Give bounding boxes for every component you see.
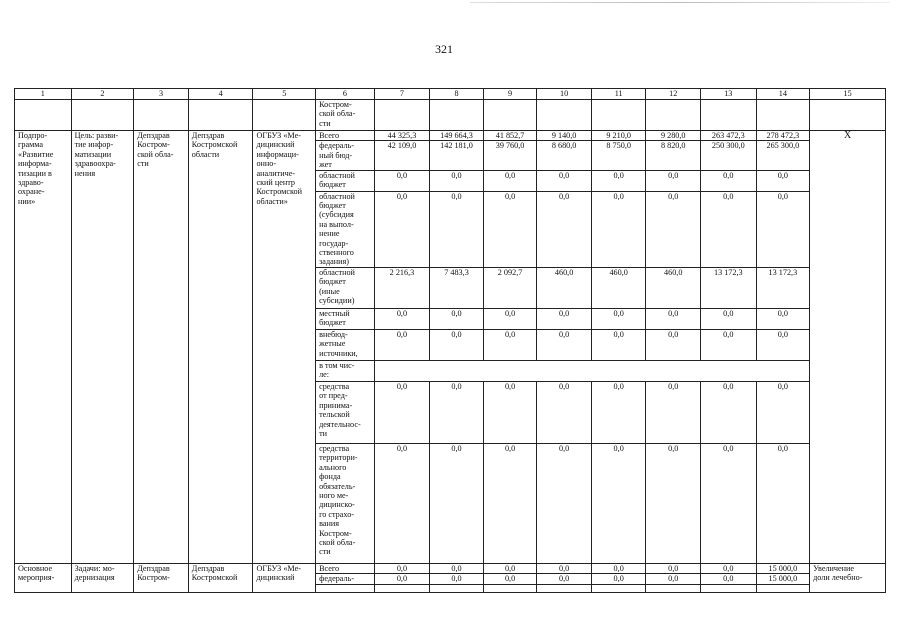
scan-artifact-line bbox=[470, 2, 890, 3]
empty-cell bbox=[483, 100, 537, 131]
amount-cell: 460,0 bbox=[591, 267, 646, 308]
column-number-8: 8 bbox=[430, 89, 484, 100]
amount-cell: 0,0 bbox=[646, 191, 701, 267]
responsible-executor: Депздрав Костром- bbox=[134, 563, 189, 592]
participant: ОГБУЗ «Ме- дицинский информаци- онно- аналитиче- ский центр Костромской области» bbox=[253, 131, 316, 564]
empty-cell bbox=[15, 100, 72, 131]
amount-cell: 0,0 bbox=[701, 308, 757, 329]
amount-cell: 0,0 bbox=[374, 170, 430, 191]
amount-cell: 0,0 bbox=[646, 574, 701, 584]
funding-source-label: федераль- bbox=[316, 574, 375, 584]
amount-cell: 0,0 bbox=[374, 443, 430, 563]
funding-source-label: федераль- ный бюд- жет bbox=[316, 141, 375, 170]
amount-cell: 0,0 bbox=[701, 563, 757, 573]
amount-cell: 0,0 bbox=[430, 308, 484, 329]
subprogram-name: Подпро- грамма «Развитие информа- тизации в здраво- охране- нии» bbox=[15, 131, 72, 564]
amount-cell: 2 092,7 bbox=[483, 267, 537, 308]
amount-cell: 250 300,0 bbox=[701, 141, 757, 170]
amount-cell bbox=[374, 584, 430, 592]
amount-cell: 0,0 bbox=[430, 170, 484, 191]
amount-cell: 0,0 bbox=[537, 170, 592, 191]
empty-cell bbox=[646, 100, 701, 131]
co-executor: Депздрав Костромской bbox=[188, 563, 253, 592]
amount-cell: 0,0 bbox=[591, 170, 646, 191]
amount-cell: 142 181,0 bbox=[430, 141, 484, 170]
amount-cell: 0,0 bbox=[756, 308, 810, 329]
amount-cell: 278 472,3 bbox=[756, 131, 810, 141]
amount-cell bbox=[701, 584, 757, 592]
amount-cell: 0,0 bbox=[591, 574, 646, 584]
empty-cell bbox=[810, 100, 886, 131]
amount-cell: 0,0 bbox=[483, 329, 537, 360]
amount-cell: 0,0 bbox=[646, 329, 701, 360]
amount-cell: 0,0 bbox=[374, 563, 430, 573]
funding-source-label: местный бюджет bbox=[316, 308, 375, 329]
amount-cell bbox=[537, 584, 592, 592]
amount-cell: 0,0 bbox=[646, 443, 701, 563]
goal-description: Цель: разви- тие инфор- матизации здравоохра- нения bbox=[71, 131, 134, 564]
amount-cell: 44 325,3 bbox=[374, 131, 430, 141]
amount-cell bbox=[430, 584, 484, 592]
amount-cell: 7 483,3 bbox=[430, 267, 484, 308]
amount-cell: 0,0 bbox=[537, 308, 592, 329]
column-number-15: 15 bbox=[810, 89, 886, 100]
amount-cell: 0,0 bbox=[483, 443, 537, 563]
continued-funding-source: Костром- ской обла- сти bbox=[316, 100, 375, 131]
amount-cell: 15 000,0 bbox=[756, 563, 810, 573]
merged-empty-cell bbox=[374, 360, 809, 381]
amount-cell: 0,0 bbox=[483, 381, 537, 443]
funding-source-label: внебюд- жетные источники, bbox=[316, 329, 375, 360]
funding-source-label: средства от пред- принима- тельской деятельнос- ти bbox=[316, 381, 375, 443]
column-number-7: 7 bbox=[374, 89, 430, 100]
funding-source-label: Всего bbox=[316, 563, 375, 573]
column-number-6: 6 bbox=[316, 89, 375, 100]
amount-cell: 0,0 bbox=[756, 170, 810, 191]
amount-cell: 0,0 bbox=[646, 308, 701, 329]
amount-cell: 0,0 bbox=[701, 170, 757, 191]
funding-source-label: областной бюджет (иные субсидии) bbox=[316, 267, 375, 308]
amount-cell: 0,0 bbox=[756, 329, 810, 360]
amount-cell: 0,0 bbox=[374, 308, 430, 329]
empty-cell bbox=[134, 100, 189, 131]
amount-cell: 0,0 bbox=[430, 563, 484, 573]
amount-cell: 0,0 bbox=[483, 191, 537, 267]
amount-cell bbox=[646, 584, 701, 592]
column-number-4: 4 bbox=[188, 89, 253, 100]
funding-source-label bbox=[316, 584, 375, 592]
amount-cell: 0,0 bbox=[374, 191, 430, 267]
funding-source-label: в том чис- ле: bbox=[316, 360, 375, 381]
task-description: Задачи: мо- дернизация bbox=[71, 563, 134, 592]
amount-cell: 0,0 bbox=[591, 308, 646, 329]
amount-cell: 8 750,0 bbox=[591, 141, 646, 170]
amount-cell: 41 852,7 bbox=[483, 131, 537, 141]
amount-cell: 13 172,3 bbox=[701, 267, 757, 308]
empty-cell bbox=[591, 100, 646, 131]
responsible-executor: Депздрав Костром- ской обла- сти bbox=[134, 131, 189, 564]
column-number-11: 11 bbox=[591, 89, 646, 100]
amount-cell: 0,0 bbox=[537, 443, 592, 563]
amount-cell: 460,0 bbox=[646, 267, 701, 308]
amount-cell: 0,0 bbox=[374, 574, 430, 584]
budget-table bbox=[14, 88, 886, 593]
amount-cell: 0,0 bbox=[756, 191, 810, 267]
column-number-9: 9 bbox=[483, 89, 537, 100]
funding-source-label: Всего bbox=[316, 131, 375, 141]
funding-source-label: средства территори- ального фонда обязатель- ного ме- дицинско- го страхо- вания Костром- ской обла- сти bbox=[316, 443, 375, 563]
amount-cell: 0,0 bbox=[537, 381, 592, 443]
amount-cell: 0,0 bbox=[701, 443, 757, 563]
column-number-3: 3 bbox=[134, 89, 189, 100]
amount-cell: 8 820,0 bbox=[646, 141, 701, 170]
amount-cell: 0,0 bbox=[537, 563, 592, 573]
amount-cell bbox=[483, 584, 537, 592]
amount-cell: 0,0 bbox=[537, 574, 592, 584]
amount-cell: 0,0 bbox=[646, 170, 701, 191]
empty-cell bbox=[537, 100, 592, 131]
amount-cell: 0,0 bbox=[430, 191, 484, 267]
column-number-12: 12 bbox=[646, 89, 701, 100]
page-number: 321 bbox=[435, 42, 453, 56]
funding-source-label: областной бюджет (субсидия на выпол- нение государ- ственного задания) bbox=[316, 191, 375, 267]
empty-cell bbox=[253, 100, 316, 131]
funding-source-label: областной бюджет bbox=[316, 170, 375, 191]
empty-cell bbox=[71, 100, 134, 131]
amount-cell: 0,0 bbox=[374, 329, 430, 360]
amount-cell: 0,0 bbox=[537, 191, 592, 267]
amount-cell: 15 000,0 bbox=[756, 574, 810, 584]
column-number-10: 10 bbox=[537, 89, 592, 100]
column-number-1: 1 bbox=[15, 89, 72, 100]
funding-row bbox=[15, 131, 886, 141]
main-activity-name: Основное мероприя- bbox=[15, 563, 72, 592]
amount-cell: 0,0 bbox=[591, 563, 646, 573]
amount-cell: 0,0 bbox=[483, 308, 537, 329]
amount-cell: 0,0 bbox=[701, 191, 757, 267]
amount-cell: 39 760,0 bbox=[483, 141, 537, 170]
amount-cell: 9 140,0 bbox=[537, 131, 592, 141]
amount-cell: 0,0 bbox=[646, 381, 701, 443]
amount-cell: 0,0 bbox=[430, 381, 484, 443]
amount-cell: 0,0 bbox=[646, 563, 701, 573]
empty-cell bbox=[188, 100, 253, 131]
amount-cell: 2 216,3 bbox=[374, 267, 430, 308]
amount-cell: 0,0 bbox=[483, 563, 537, 573]
column-number-13: 13 bbox=[701, 89, 757, 100]
amount-cell: 0,0 bbox=[591, 329, 646, 360]
column-number-2: 2 bbox=[71, 89, 134, 100]
amount-cell: 0,0 bbox=[537, 329, 592, 360]
co-executor: Депздрав Костромской области bbox=[188, 131, 253, 564]
amount-cell: 0,0 bbox=[374, 381, 430, 443]
header-row bbox=[15, 89, 886, 100]
amount-cell: 0,0 bbox=[701, 574, 757, 584]
empty-cell bbox=[430, 100, 484, 131]
amount-cell: 9 280,0 bbox=[646, 131, 701, 141]
amount-cell bbox=[591, 584, 646, 592]
amount-cell: 0,0 bbox=[430, 574, 484, 584]
amount-cell: 0,0 bbox=[591, 443, 646, 563]
funding-row bbox=[15, 563, 886, 573]
amount-cell: 42 109,0 bbox=[374, 141, 430, 170]
amount-cell: 0,0 bbox=[430, 443, 484, 563]
amount-cell bbox=[756, 584, 810, 592]
empty-cell bbox=[756, 100, 810, 131]
empty-cell bbox=[374, 100, 430, 131]
amount-cell: 460,0 bbox=[537, 267, 592, 308]
amount-cell: 0,0 bbox=[756, 443, 810, 563]
result-indicator: Х bbox=[810, 131, 886, 564]
amount-cell: 0,0 bbox=[483, 170, 537, 191]
amount-cell: 265 300,0 bbox=[756, 141, 810, 170]
amount-cell: 0,0 bbox=[483, 574, 537, 584]
amount-cell: 13 172,3 bbox=[756, 267, 810, 308]
amount-cell: 0,0 bbox=[430, 329, 484, 360]
amount-cell: 149 664,3 bbox=[430, 131, 484, 141]
amount-cell: 9 210,0 bbox=[591, 131, 646, 141]
amount-cell: 8 680,0 bbox=[537, 141, 592, 170]
amount-cell: 0,0 bbox=[756, 381, 810, 443]
result-indicator: Увеличение доли лечебно- bbox=[810, 563, 886, 592]
amount-cell: 0,0 bbox=[591, 191, 646, 267]
column-number-14: 14 bbox=[756, 89, 810, 100]
amount-cell: 0,0 bbox=[591, 381, 646, 443]
amount-cell: 0,0 bbox=[701, 329, 757, 360]
amount-cell: 0,0 bbox=[701, 381, 757, 443]
participant: ОГБУЗ «Ме- дицинский bbox=[253, 563, 316, 592]
column-number-5: 5 bbox=[253, 89, 316, 100]
amount-cell: 263 472,3 bbox=[701, 131, 757, 141]
continuation-row bbox=[15, 100, 886, 131]
empty-cell bbox=[701, 100, 757, 131]
